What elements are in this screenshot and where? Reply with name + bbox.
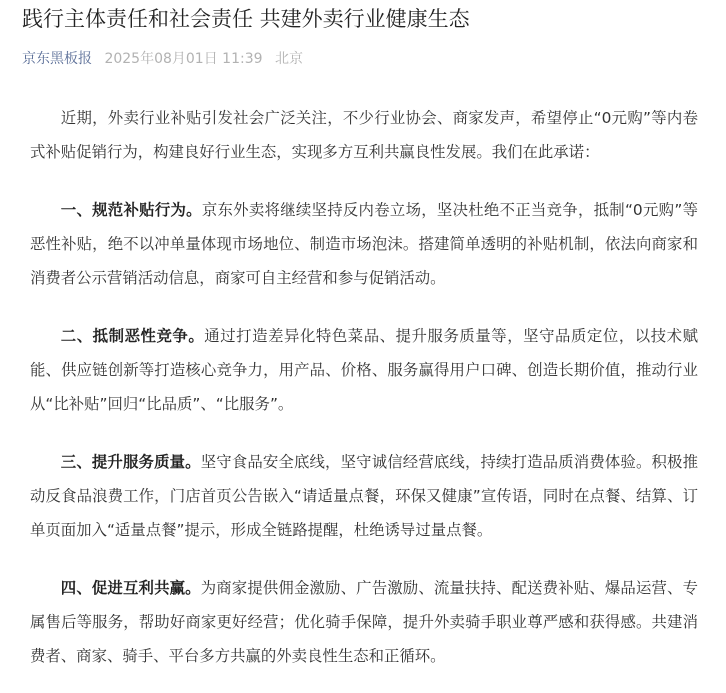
paragraph-lead: 四、促进互利共赢。: [60, 579, 201, 597]
article-meta: [22, 49, 702, 69]
article-body: [22, 101, 698, 673]
publish-location: 北京: [274, 51, 303, 67]
paragraph-lead: 三、提升服务质量。: [60, 453, 201, 471]
paragraph-lead: 一、规范补贴行为。: [60, 201, 202, 219]
paragraph-commitment-1: [30, 193, 698, 295]
paragraph-text: 坚守食品安全底线，坚守诚信经营底线，持续打造品质消费体验。积极推动反食品浪费工作，门店首页公告嵌入“请适量点餐，环保又健康”宣传语，同时在点餐、结算、订单页面加入“适量点餐”提示，形成全链路提醒，杜绝诱导过量点餐。: [30, 453, 698, 539]
paragraph-text: 京东外卖将继续坚持反内卷立场，坚决杜绝不正当竞争，抵制“0元购”等恶性补贴，绝不以冲单量体现市场地位、制造市场泡沫。搭建简单透明的补贴机制，依法向商家和消费者公示营销活动信息，商家可自主经营和参与促销活动。: [30, 201, 698, 287]
article-title: 践行主体责任和社会责任 共建外卖行业健康生态: [22, 7, 470, 31]
paragraph-commitment-3: [30, 445, 698, 547]
paragraph-text: 为商家提供佣金激励、广告激励、流量扶持、配送费补贴、爆品运营、专属售后等服务，帮助好商家更好经营；优化骑手保障，提升外卖骑手职业尊严感和获得感。共建消费者、商家、骑手、平台多方共赢的外卖良性生态和正循环。: [30, 579, 698, 665]
paragraph-intro: [30, 101, 698, 169]
source-account-link[interactable]: 京东黑板报: [22, 51, 92, 67]
paragraph-lead: 二、抵制恶性竞争。: [60, 327, 205, 345]
paragraph-text: 近期，外卖行业补贴引发社会广泛关注，不少行业协会、商家发声，希望停止“0元购”等内卷式补贴促销行为，构建良好行业生态，实现多方互利共赢良性发展。我们在此承诺：: [30, 109, 698, 161]
publish-time: 2025年08月01日 11:39: [104, 51, 263, 67]
paragraph-commitment-4: [30, 571, 698, 673]
paragraph-text: 通过打造差异化特色菜品、提升服务质量等，坚守品质定位，以技术赋能、供应链创新等打造核心竞争力，用产品、价格、服务赢得用户口碑、创造长期价值，推动行业从“比补贴”回归“比品质”、“比服务”。: [30, 327, 698, 413]
paragraph-commitment-2: [30, 319, 698, 421]
